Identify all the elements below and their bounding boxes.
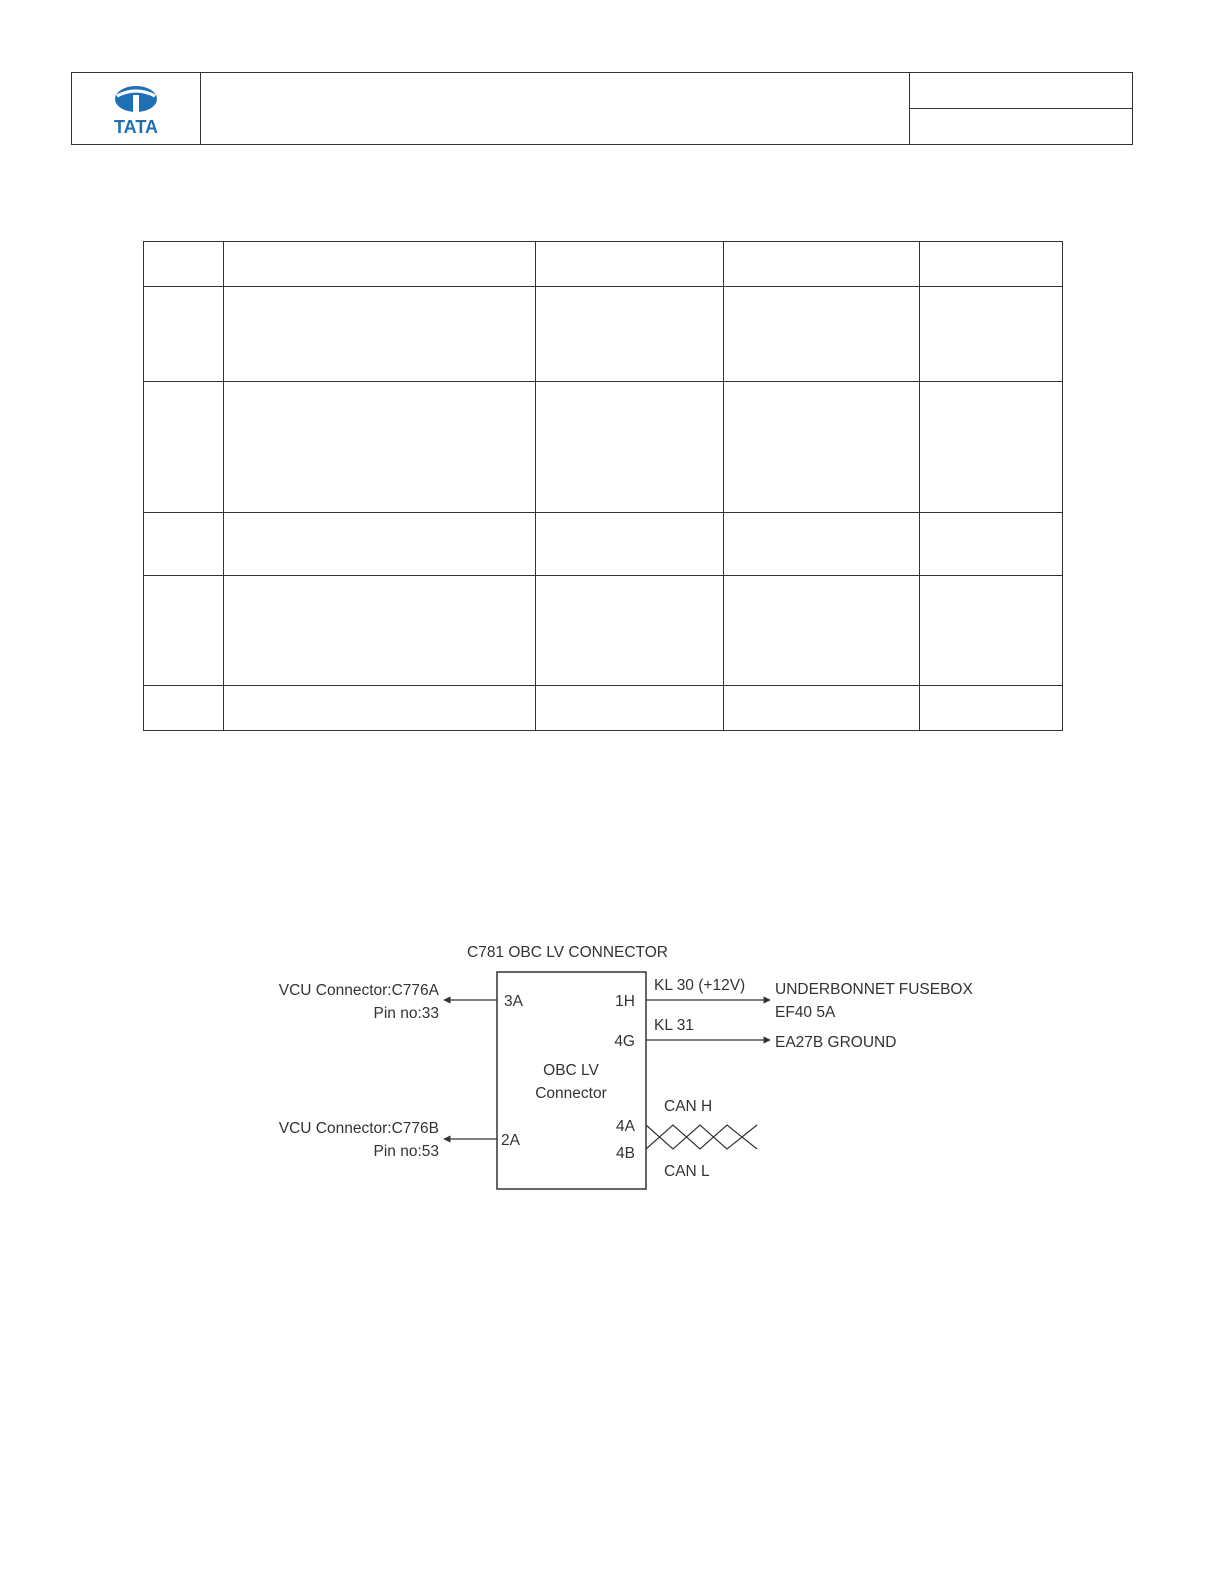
revision-cell: [910, 109, 1133, 145]
logo-text: TATA: [114, 116, 158, 136]
table-cell: [724, 242, 920, 287]
can-l-label: CAN L: [664, 1163, 710, 1180]
table-cell: [920, 242, 1063, 287]
kl31-label: KL 31: [654, 1017, 694, 1034]
table-cell: [536, 576, 724, 686]
box-label-line1: OBC LV: [543, 1062, 599, 1079]
document-title: [201, 73, 910, 145]
vcu-connector-a-label: VCU Connector:C776A: [278, 982, 439, 999]
table-cell: [724, 382, 920, 513]
pin-label-4b: 4B: [616, 1145, 635, 1162]
table-cell: [224, 686, 536, 731]
kl30-label: KL 30 (+12V): [654, 977, 746, 994]
table-cell: [920, 686, 1063, 731]
table-cell: [724, 287, 920, 382]
table-cell: [144, 287, 224, 382]
table-cell: [144, 576, 224, 686]
vcu-pin-33-label: Pin no:33: [373, 1005, 439, 1022]
table-cell: [920, 513, 1063, 576]
table-row: [144, 576, 1063, 686]
table-cell: [536, 382, 724, 513]
pin-label-4a: 4A: [616, 1118, 635, 1135]
table-cell: [920, 382, 1063, 513]
spec-table: [143, 241, 1063, 731]
table-row: [144, 513, 1063, 576]
doc-id-cell: [910, 73, 1133, 109]
ground-label: EA27B GROUND: [775, 1034, 897, 1051]
fusebox-label: UNDERBONNET FUSEBOX: [775, 981, 973, 998]
table-cell: [144, 382, 224, 513]
logo-cell: [72, 73, 201, 145]
table-row: [144, 242, 1063, 287]
diagram-title: C781 OBC LV CONNECTOR: [467, 944, 668, 961]
table-cell: [144, 686, 224, 731]
document-header: [71, 72, 1133, 145]
tata-logo-icon: [106, 82, 166, 136]
table-cell: [536, 242, 724, 287]
pin-label-3a: 3A: [504, 993, 523, 1010]
obc-lv-connector-box: [497, 972, 646, 1189]
can-h-wire: [646, 1125, 757, 1149]
pin-label-4g: 4G: [614, 1033, 635, 1050]
table-cell: [536, 287, 724, 382]
can-h-label: CAN H: [664, 1098, 713, 1115]
table-cell: [144, 513, 224, 576]
table-row: [144, 686, 1063, 731]
table-cell: [224, 513, 536, 576]
table-cell: [224, 242, 536, 287]
pin-label-1h: 1H: [615, 993, 635, 1010]
vcu-pin-53-label: Pin no:53: [373, 1143, 439, 1160]
vcu-connector-b-label: VCU Connector:C776B: [278, 1120, 439, 1137]
table-cell: [724, 576, 920, 686]
box-label-line2: Connector: [535, 1085, 607, 1102]
table-cell: [144, 242, 224, 287]
table-cell: [224, 576, 536, 686]
table-cell: [536, 513, 724, 576]
table-row: [144, 287, 1063, 382]
table-cell: [920, 576, 1063, 686]
fuse-ef40-label: EF40 5A: [775, 1004, 836, 1021]
table-cell: [724, 513, 920, 576]
pin-label-2a: 2A: [501, 1132, 520, 1149]
table-cell: [224, 287, 536, 382]
table-row: [144, 382, 1063, 513]
table-cell: [724, 686, 920, 731]
table-cell: [536, 686, 724, 731]
can-l-wire: [646, 1125, 757, 1149]
table-cell: [224, 382, 536, 513]
table-cell: [920, 287, 1063, 382]
